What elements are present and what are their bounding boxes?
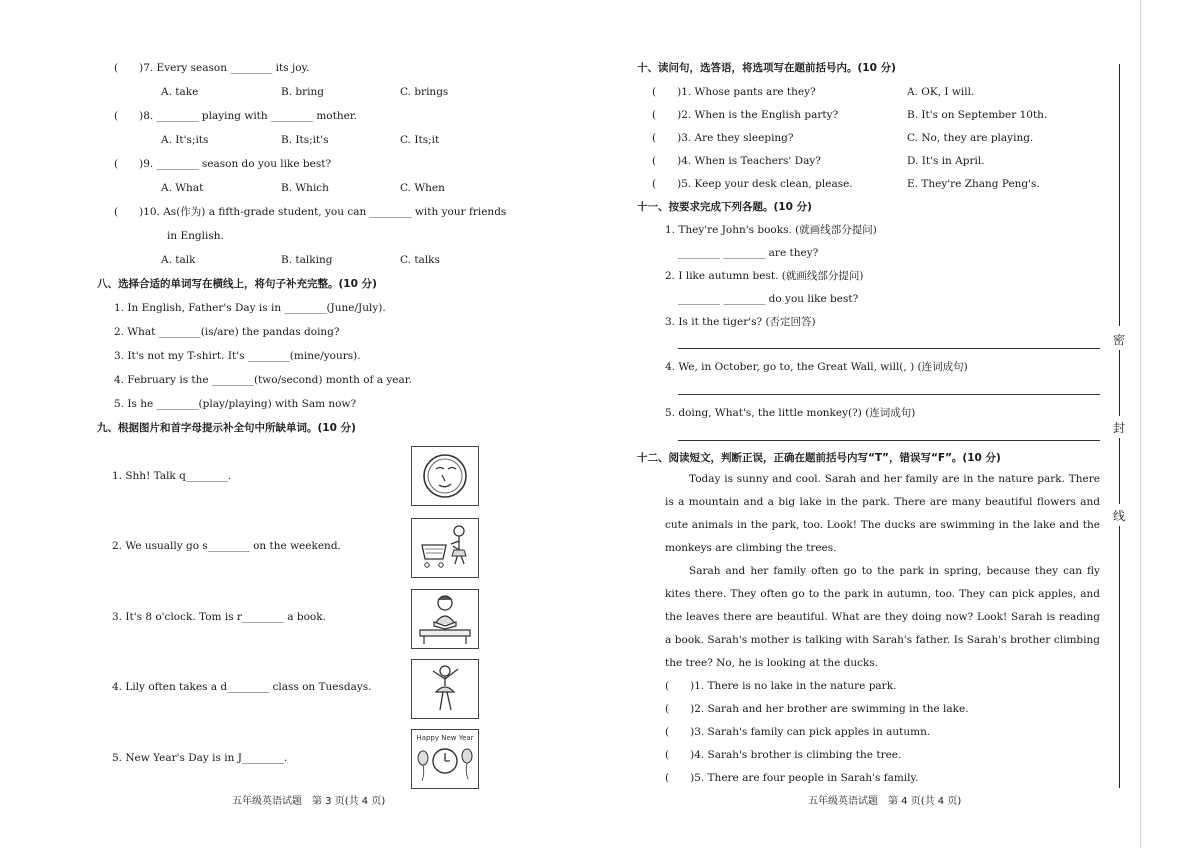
sec8-item-2: 2. What ________(is/are) the pandas doing? (114, 326, 340, 338)
reading-paragraph-1: Today is sunny and cool. Sarah and her family are in the nature park. There is a mountain and a big lake in the park. There are many beautiful flowers and cute animals in the park, too. Look! The ducks are swimming in the lake and the monkeys are climbing the trees. (665, 473, 1100, 554)
sec11-item-1-answer: ________ ________ are they? (678, 247, 819, 259)
section-11-title: 十一、按要求完成下列各题。(10 分) (637, 201, 812, 213)
right-page-footer: 五年级英语试题 第 4 页(共 4 页) (808, 796, 962, 807)
sec8-item-4: 4. February is the ________(two/second) month of a year. (114, 374, 412, 386)
sec10-answer-e: E. They're Zhang Peng's. (907, 178, 1040, 190)
left-page-footer: 五年级英语试题 第 3 页(共 4 页) (232, 796, 386, 807)
sec10-answer-c: C. No, they are playing. (907, 132, 1034, 144)
sec9-item-5: 5. New Year's Day is in J________. (112, 752, 288, 764)
sec11-item-1: 1. They're John's books. (就画线部分提问) (665, 224, 877, 236)
sec12-item-1: ( )1. There is no lake in the nature park. (665, 680, 897, 692)
sec10-answer-d: D. It's in April. (907, 155, 985, 167)
q9-option-a: A. What (161, 182, 204, 194)
reading-picture (411, 589, 479, 649)
sec11-item-4-answer-line (678, 394, 1100, 395)
q7-option-a: A. take (161, 86, 199, 98)
sec10-question-3: ( )3. Are they sleeping? (652, 132, 794, 144)
seal-line-bottom (1119, 526, 1120, 788)
sec8-item-5: 5. Is he ________(play/playing) with Sam now? (114, 398, 357, 410)
q8-option-c: C. Its;it (400, 134, 440, 146)
sec9-item-2: 2. We usually go s________ on the weekend. (112, 540, 341, 552)
sec9-item-1: 1. Shh! Talk q________. (112, 470, 232, 482)
q8-option-b: B. Its;it's (281, 134, 329, 146)
sec11-item-4: 4. We, in October, go to, the Great Wall, will(, ) (连词成句) (665, 361, 968, 373)
sec10-question-4: ( )4. When is Teachers' Day? (652, 155, 821, 167)
section-10-title: 十、读问句，选答语，将选项写在题前括号内。(10 分) (637, 62, 896, 74)
sec10-answer-b: B. It's on September 10th. (907, 109, 1048, 121)
sec11-item-3: 3. Is it the tiger's? (否定回答) (665, 316, 816, 328)
q10-option-b: B. talking (281, 254, 333, 266)
q10-stem: ( )10. As(作为) a fifth-grade student, you can ________ with your friends (114, 206, 507, 218)
section-12-title: 十二、阅读短文，判断正误，正确在题前括号内写“T”，错误写“F”。(10 分) (637, 452, 1001, 464)
sec12-item-5: ( )5. There are four people in Sarah's family. (665, 772, 919, 784)
seal-char-mi: 密 (1113, 333, 1126, 347)
sec10-answer-a: A. OK, I will. (907, 86, 975, 98)
q10-continuation: in English. (167, 230, 224, 242)
sec12-item-4: ( )4. Sarah's brother is climbing the tree. (665, 749, 902, 761)
sec11-item-3-answer-line (678, 348, 1100, 349)
seal-char-xian: 线 (1113, 509, 1126, 523)
sec11-item-2: 2. I like autumn best. (就画线部分提问) (665, 270, 864, 282)
sec9-item-3: 3. It's 8 o'clock. Tom is r________ a book. (112, 611, 326, 623)
q10-option-c: C. talks (400, 254, 440, 266)
q9-option-b: B. Which (281, 182, 329, 194)
sec10-question-1: ( )1. Whose pants are they? (652, 86, 816, 98)
shopping-picture (411, 518, 479, 578)
sec10-question-5: ( )5. Keep your desk clean, please. (652, 178, 853, 190)
seal-char-feng: 封 (1113, 421, 1126, 435)
sec11-item-5-answer-line (678, 440, 1100, 441)
section-9-title: 九、根据图片和首字母提示补全句中所缺单词。(10 分) (97, 422, 356, 434)
sec8-item-3: 3. It's not my T-shirt. It's ________(mine/yours). (114, 350, 361, 362)
sec8-item-1: 1. In English, Father's Day is in ________(June/July). (114, 302, 386, 314)
q8-stem: ( )8. ________ playing with ________ mother. (114, 110, 358, 122)
page-edge (1140, 0, 1141, 848)
seal-line-mid2 (1119, 438, 1120, 504)
sec12-item-3: ( )3. Sarah's family can pick apples in autumn. (665, 726, 931, 738)
q7-option-b: B. bring (281, 86, 324, 98)
sec9-item-4: 4. Lily often takes a d________ class on Tuesdays. (112, 681, 372, 693)
quiet-face-picture (411, 446, 479, 506)
section-8-title: 八、选择合适的单词写在横线上，将句子补充完整。(10 分) (97, 278, 377, 290)
sec10-question-2: ( )2. When is the English party? (652, 109, 839, 121)
q8-option-a: A. It's;its (161, 134, 209, 146)
reading-paragraph-2: Sarah and her family often go to the park in spring, because they can fly kites there. They often go to the park in autumn, too. They can pick apples, and the leaves there are beautiful. What are they doing now? Look! Sarah is reading a book. Sarah's mother is talking with Sarah's father. Is Sarah's brother climbing the tree? No, he is looking at the ducks. (665, 565, 1100, 669)
new-year-picture (411, 729, 479, 789)
q9-stem: ( )9. ________ season do you like best? (114, 158, 332, 170)
q10-option-a: A. talk (161, 254, 196, 266)
seal-line-top (1119, 64, 1120, 326)
new-year-banner-text: Happy New Year (416, 734, 474, 742)
q7-stem: ( )7. Every season ________ its joy. (114, 62, 310, 74)
q7-option-c: C. brings (400, 86, 449, 98)
sec11-item-2-answer: ________ ________ do you like best? (678, 293, 859, 305)
dancing-picture (411, 659, 479, 719)
q9-option-c: C. When (400, 182, 445, 194)
sec12-item-2: ( )2. Sarah and her brother are swimming in the lake. (665, 703, 969, 715)
seal-line-mid1 (1119, 350, 1120, 416)
sec11-item-5: 5. doing, What's, the little monkey(?) (连词成句) (665, 407, 916, 419)
